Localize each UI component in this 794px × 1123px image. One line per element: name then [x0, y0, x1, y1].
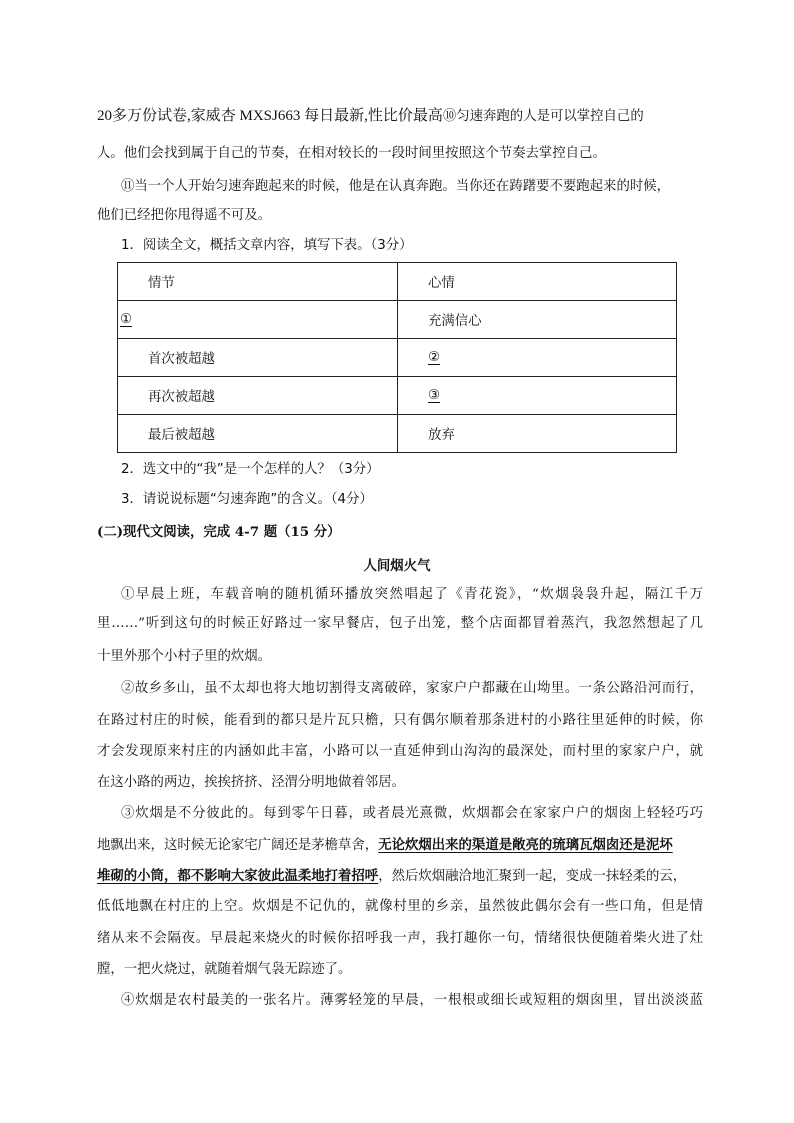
- question-1: 1．阅读全文，概括文章内容，填写下表。（3分）: [121, 238, 413, 253]
- header-line: [97, 104, 703, 128]
- question-2: 2．选文中的“我”是一个怎样的人？（3分）: [121, 462, 380, 477]
- section-heading: (二)现代文阅读，完成 4-7 题（15 分）: [97, 524, 341, 540]
- p3-underlined-sentence: 无论炊烟出来的渠道是敞亮的琉璃瓦烟囱还是泥坏: [378, 837, 673, 853]
- article-paragraph-line: 里……”听到这句的时候正好路过一家早餐店，包子出笼，整个店面都冒着蒸汽，我忽然想起了几: [97, 616, 703, 631]
- article-paragraph-line: ③炊烟是不分彼此的。每到零午日暮，或者晨光熹微，炊烟都会在家家户户的烟囱上轻轻巧巧: [121, 806, 703, 821]
- article-title: 人间烟火气: [363, 558, 431, 574]
- article-paragraph-line: 绪从来不会隔夜。早晨起来烧火的时候你招呼我一声，我打趣你一句，情绪很快便随着柴火进了灶: [97, 931, 703, 946]
- table-row: [118, 377, 677, 415]
- para11-line1: ⑪当一个人开始匀速奔跑起来的时候，他是在认真奔跑。当你还在踌躇要不要跑起来的时候，: [121, 179, 671, 194]
- table-cell: 最后被超越: [118, 415, 398, 453]
- table-cell: 放弃: [398, 415, 677, 453]
- table-row: [118, 301, 677, 339]
- table-cell: ①: [118, 301, 398, 339]
- table-header-cell: 情节: [118, 263, 398, 301]
- table-row: [118, 339, 677, 377]
- table-header-row: [118, 263, 677, 301]
- article-paragraph-line: ④炊烟是农村最美的一张名片。薄雾轻笼的早晨，一根根或细长或短粗的烟囱里，冒出淡淡蓝: [121, 993, 703, 1008]
- table-header-cell: 心情: [398, 263, 677, 301]
- question-3: 3．请说说标题“匀速奔跑”的含义。（4分）: [121, 492, 373, 507]
- article-paragraph-line: ①早晨上班，车载音响的随机循环播放突然唱起了《青花瓷》，“炊烟袅袅升起，隔江千万: [121, 587, 703, 602]
- para10-start: ⑩匀速奔跑的人是可以掌控自己的: [442, 109, 644, 124]
- para10-continuation: 人。他们会找到属于自己的节奏，在相对较长的一段时间里按照这个节奏去掌控自己。: [97, 146, 606, 161]
- article-paragraph-line: 才会发现原来村庄的内涵如此丰富，小路可以一直延伸到山沟沟的最深处，而村里的家家户户，就: [97, 744, 703, 759]
- p3-text: ，然后炊烟融洽地汇聚到一起，变成一抹轻柔的云，: [378, 869, 687, 884]
- article-paragraph-line: [97, 865, 703, 888]
- p3-underlined-sentence: 堆砌的小筒，都不影响大家彼此温柔地打着招呼: [97, 868, 379, 884]
- article-paragraph-line: 十里外那个小村子里的炊烟。: [97, 649, 272, 664]
- summary-table: [117, 262, 677, 453]
- article-paragraph-line: 在这小路的两边，挨挨挤挤、泾渭分明地做着邻居。: [97, 775, 405, 790]
- p3-text: 地飘出来，这时候无论家宅广阔还是茅檐草舍，: [97, 838, 379, 853]
- table-cell: 首次被超越: [118, 339, 398, 377]
- promo-text: 20多万份试卷,家威杏 MXSJ663 每日最新,性比价最高: [97, 108, 443, 124]
- table-cell: ③: [398, 377, 677, 415]
- para11-line2: 他们已经把你甩得遥不可及。: [97, 208, 272, 223]
- table-cell: 充满信心: [398, 301, 677, 339]
- article-paragraph-line: 膛，一把火烧过，就随着烟气袅无踪迹了。: [97, 962, 352, 977]
- article-paragraph-line: 在路过村庄的时候，能看到的都只是片瓦只檐，只有偶尔顺着那条进村的小路往里延伸的时候，你: [97, 713, 703, 728]
- table-row: [118, 415, 677, 453]
- article-paragraph-line: 低低地飘在村庄的上空。炊烟是不记仇的，就像村里的乡亲，虽然彼此偶尔会有一些口角，但是情: [97, 899, 703, 914]
- article-paragraph-line: [97, 834, 703, 857]
- article-paragraph-line: ②故乡多山，虽不太却也将大地切割得支离破碎，家家户户都藏在山坳里。一条公路沿河而行，: [121, 681, 703, 696]
- table-cell: 再次被超越: [118, 377, 398, 415]
- table-cell: ②: [398, 339, 677, 377]
